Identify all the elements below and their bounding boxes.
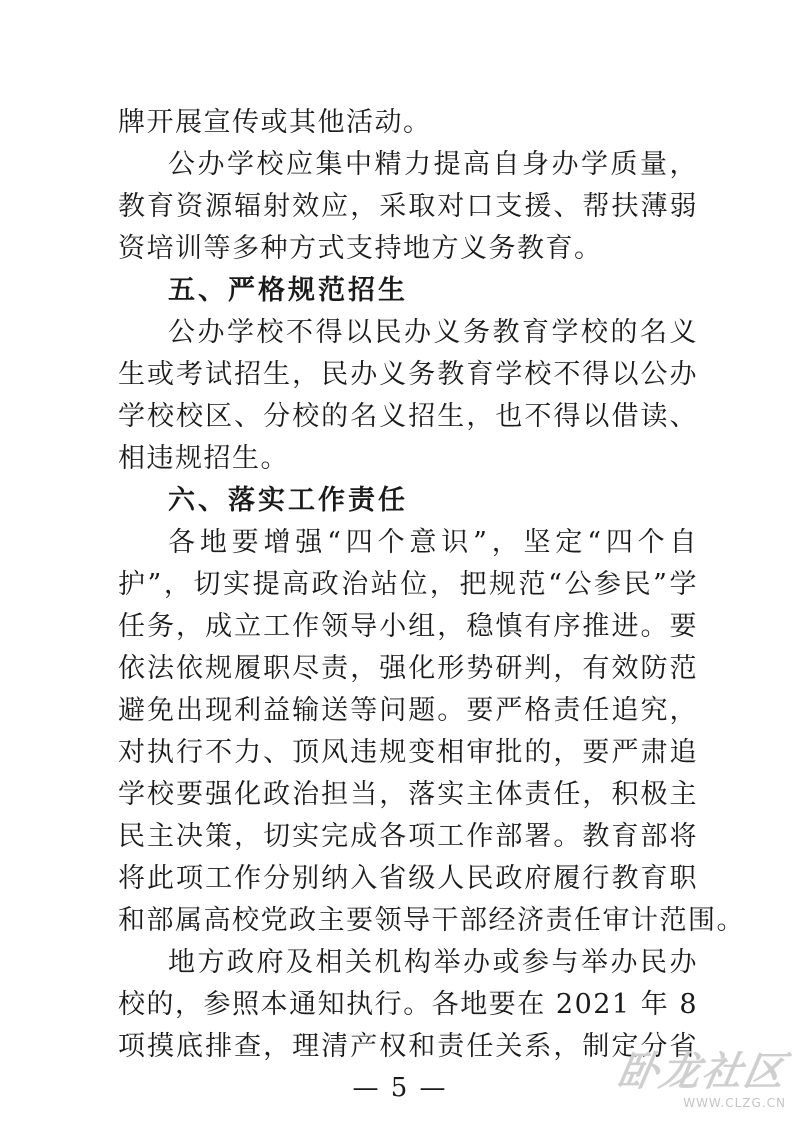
text-line: 学校要强化政治担当，落实主体责任，积极主	[118, 779, 698, 810]
text-line: 牌开展宣传或其他活动。	[118, 107, 432, 138]
text-line: 相违规招生。	[118, 443, 289, 474]
page-number: — 5 —	[352, 1073, 448, 1103]
text-line: 依法依规履职尽责，强化形势研判，有效防范	[118, 653, 698, 684]
text-line: 校的，参照本通知执行。各地要在 2021 年 8	[118, 989, 698, 1020]
paragraph-first-line: 公办学校不得以民办义务教育学校的名义	[168, 317, 698, 348]
section-heading: 五、严格规范招生	[168, 275, 408, 306]
watermark-logo: 卧龙社区	[613, 1048, 791, 1095]
section-heading: 六、落实工作责任	[168, 485, 408, 516]
paragraph-first-line: 地方政府及相关机构举办或参与举办民办	[168, 947, 698, 978]
text-line: 资培训等多种方式支持地方义务教育。	[118, 233, 603, 264]
watermark-url: WWW.CLZG.CN	[683, 1096, 786, 1110]
text-line: 对执行不力、顶风违规变相审批的，要严肃追	[118, 737, 698, 768]
text-line: 教育资源辐射效应，采取对口支援、帮扶薄弱	[118, 191, 698, 222]
site-watermark	[613, 1048, 791, 1119]
text-line: 将此项工作分别纳入省级人民政府履行教育职	[118, 863, 698, 894]
paragraph-first-line: 各地要增强“四个意识”，坚定“四个自	[168, 527, 698, 558]
text-line: 护”，切实提高政治站位，把规范“公参民”学	[118, 569, 698, 600]
text-line: 避免出现利益输送等问题。要严格责任追究，	[118, 695, 698, 726]
text-line: 民主决策，切实完成各项工作部署。教育部将	[118, 821, 698, 852]
text-line: 生或考试招生，民办义务教育学校不得以公办	[118, 359, 698, 390]
text-line: 学校校区、分校的名义招生，也不得以借读、	[118, 401, 698, 432]
text-line: 任务，成立工作领导小组，稳慎有序推进。要	[118, 611, 698, 642]
text-line: 项摸底排查，理清产权和责任关系，制定分省	[118, 1031, 698, 1062]
text-line: 和部属高校党政主要领导干部经济责任审计范围。	[118, 905, 745, 936]
paragraph-first-line: 公办学校应集中精力提高自身办学质量，	[168, 149, 698, 180]
